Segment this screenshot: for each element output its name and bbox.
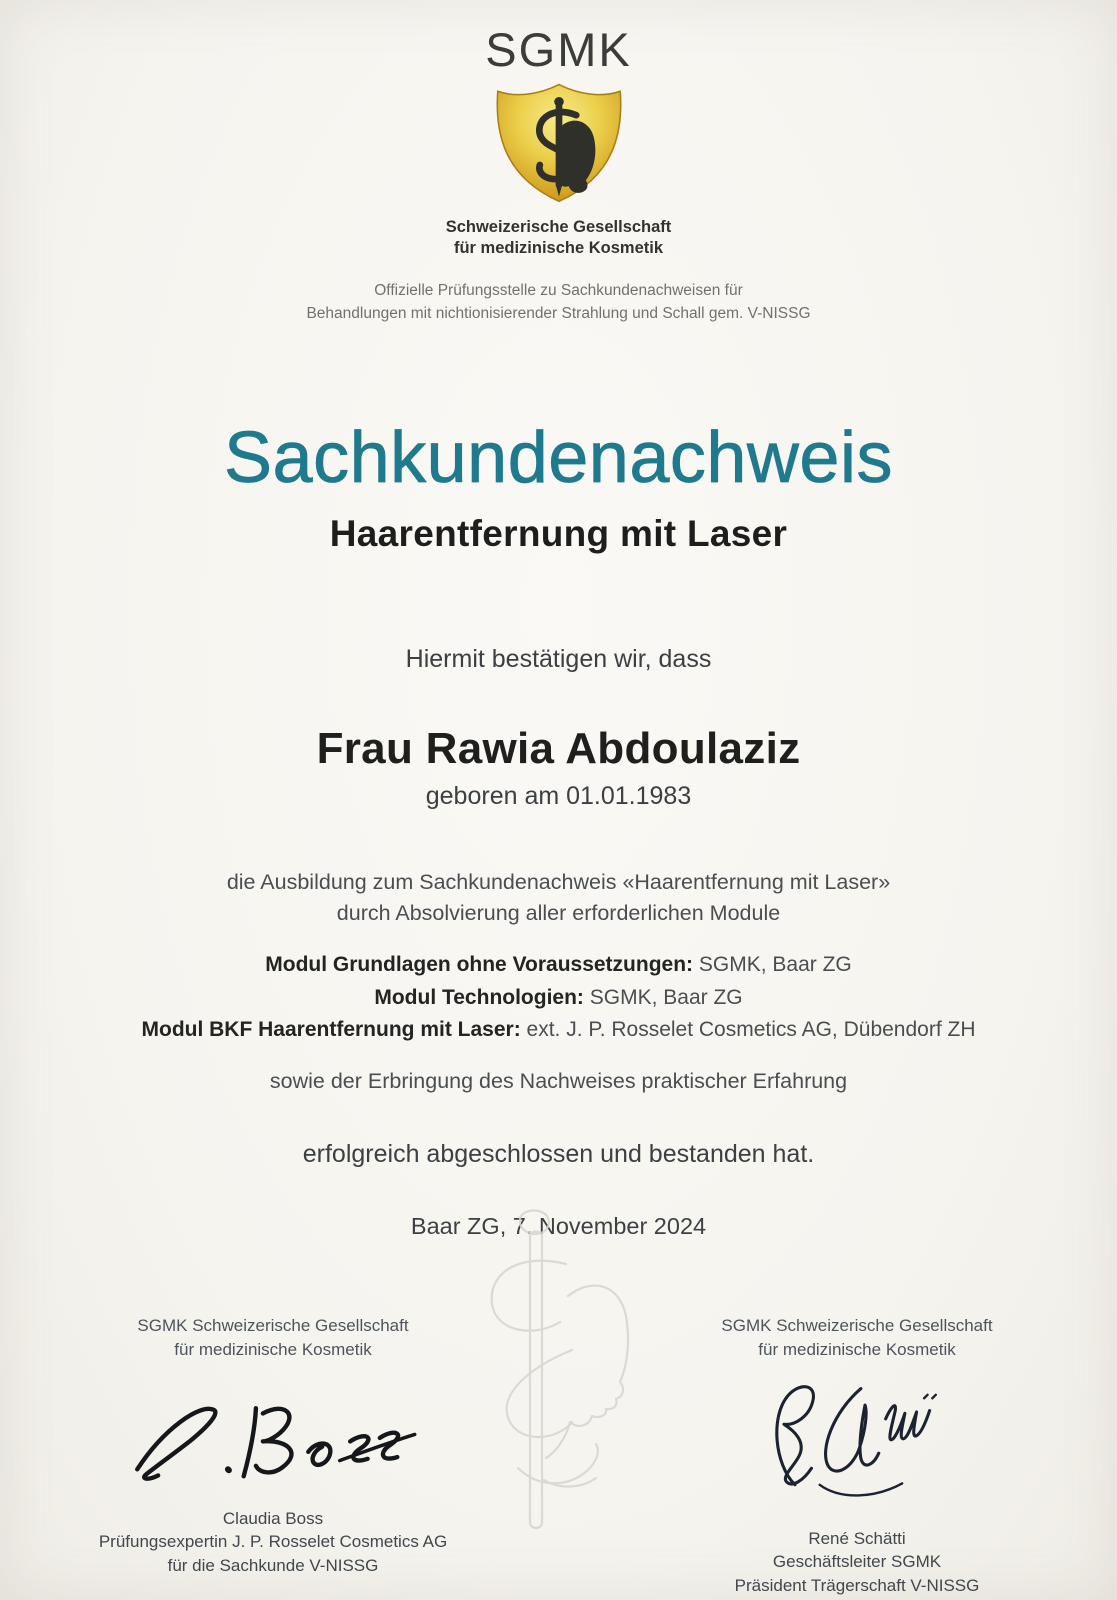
confirmation-line: Hiermit bestätigen wir, dass	[405, 644, 712, 673]
module-row	[0, 949, 1117, 982]
certificate-subtitle: Haarentfernung mit Laser	[329, 512, 788, 554]
module-row	[0, 1014, 1117, 1047]
sgmk-wordmark: SGMK	[485, 23, 632, 76]
claudia-boss-signature	[125, 1396, 422, 1492]
module-label: Modul Grundlagen ohne Voraussetzungen:	[265, 953, 694, 977]
birthdate-line: geboren am 01.01.1983	[425, 781, 692, 810]
official-note	[0, 280, 1117, 325]
recipient-name: Frau Rawia Abdoulaziz	[316, 723, 801, 773]
signer-role-left-line2: für die Sachkunde V-NISSG	[167, 1556, 379, 1576]
org-name	[0, 217, 1117, 261]
signer-role-left-line1: Prüfungsexpertin J. P. Rosselet Cosmetics AG	[98, 1532, 448, 1552]
signature-org-line2: für medizinische Kosmetik	[174, 1339, 372, 1359]
signer-name-left: Claudia Boss	[222, 1508, 324, 1528]
module-value: SGMK, Baar ZG	[583, 985, 743, 1009]
org-name-line2: für medizinische Kosmetik	[453, 239, 664, 258]
org-name-line1: Schweizerische Gesellschaft	[445, 217, 672, 236]
signature-block-right	[632, 1314, 1082, 1598]
sgmk-shield-logo	[0, 78, 1117, 211]
official-note-line2: Behandlungen mit nichtionisierender Strahlung und Schall gem. V-NISSG	[306, 304, 811, 322]
date-line: Baar ZG, 7. November 2024	[410, 1212, 707, 1239]
logo-block	[0, 0, 1117, 325]
module-label: Modul BKF Haarentfernung mit Laser:	[141, 1018, 521, 1042]
practice-line: sowie der Erbringung des Nachweises praktischer Erfahrung	[269, 1068, 848, 1093]
certificate-title: Sachkundenachweis	[224, 418, 893, 499]
signature-org-line2: für medizinische Kosmetik	[758, 1339, 956, 1359]
training-line2: durch Absolvierung aller erforderlichen Module	[336, 900, 781, 925]
signer-role-right-line2: Präsident Trägerschaft V-NISSG	[734, 1576, 980, 1596]
official-note-line1: Offizielle Prüfungsstelle zu Sachkundenachweisen für	[374, 282, 743, 300]
module-row	[0, 982, 1117, 1015]
result-line: erfolgreich abgeschlossen und bestanden hat.	[302, 1139, 815, 1168]
signature-org-line1: SGMK Schweizerische Gesellschaft	[137, 1316, 409, 1335]
module-label: Modul Technologien:	[374, 985, 584, 1009]
signature-block-left	[58, 1314, 488, 1578]
module-value: ext. J. P. Rosselet Cosmetics AG, Dübendorf ZH	[520, 1018, 976, 1042]
training-line1: die Ausbildung zum Sachkundenachweis «Haarentfernung mit Laser»	[226, 869, 891, 894]
training-paragraph	[0, 867, 1117, 929]
shield-caduceus-icon	[492, 78, 626, 206]
module-value: SGMK, Baar ZG	[693, 953, 852, 977]
signature-org-left	[58, 1314, 488, 1362]
module-list	[0, 949, 1117, 1047]
rene-schaetti-signature	[751, 1368, 964, 1526]
signer-name-right: René Schätti	[808, 1528, 906, 1548]
signature-org-right	[632, 1314, 1082, 1362]
signature-org-line1: SGMK Schweizerische Gesellschaft	[721, 1316, 993, 1335]
signer-role-right-line1: Geschäftsleiter SGMK	[772, 1552, 942, 1572]
